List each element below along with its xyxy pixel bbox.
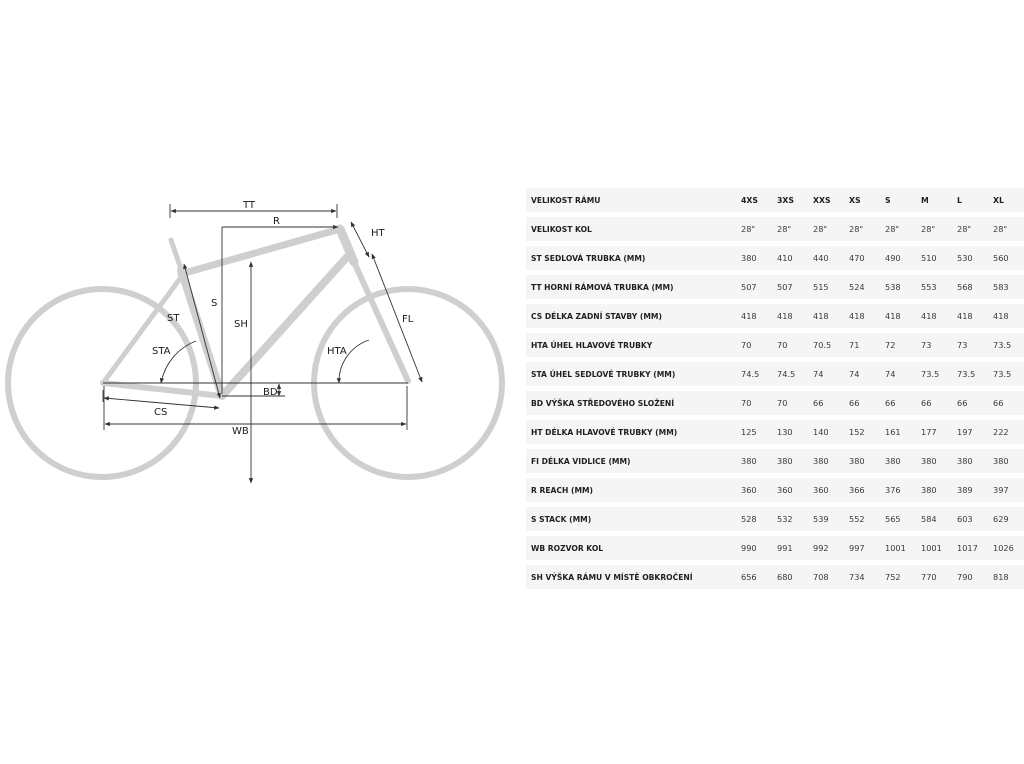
table-cell: 28" bbox=[880, 217, 916, 241]
table-cell: 734 bbox=[844, 565, 880, 589]
table-cell: 418 bbox=[952, 304, 988, 328]
table-cell: 410 bbox=[772, 246, 808, 270]
table-cell: 74.5 bbox=[772, 362, 808, 386]
size-header-xl: XL bbox=[988, 188, 1024, 212]
table-cell: 360 bbox=[808, 478, 844, 502]
table-cell: 380 bbox=[844, 449, 880, 473]
table-cell: 66 bbox=[880, 391, 916, 415]
table-cell: 656 bbox=[736, 565, 772, 589]
row-label: HTA ÚHEL HLAVOVÉ TRUBKY bbox=[526, 333, 736, 357]
seat-tube bbox=[181, 270, 222, 396]
table-cell: 380 bbox=[916, 478, 952, 502]
table-cell: 130 bbox=[772, 420, 808, 444]
table-cell: 510 bbox=[916, 246, 952, 270]
table-cell: 376 bbox=[880, 478, 916, 502]
table-row bbox=[526, 478, 1024, 502]
table-cell: 584 bbox=[916, 507, 952, 531]
table-cell: 418 bbox=[808, 304, 844, 328]
table-cell: 197 bbox=[952, 420, 988, 444]
table-cell: 380 bbox=[916, 449, 952, 473]
table-cell: 125 bbox=[736, 420, 772, 444]
table-cell: 1026 bbox=[988, 536, 1024, 560]
table-cell: 418 bbox=[736, 304, 772, 328]
table-cell: 1001 bbox=[880, 536, 916, 560]
table-row bbox=[526, 275, 1024, 299]
table-cell: 1001 bbox=[916, 536, 952, 560]
size-header-xs: XS bbox=[844, 188, 880, 212]
table-cell: 70 bbox=[772, 333, 808, 357]
table-cell: 360 bbox=[772, 478, 808, 502]
table-cell: 990 bbox=[736, 536, 772, 560]
table-cell: 380 bbox=[772, 449, 808, 473]
table-row bbox=[526, 565, 1024, 589]
table-cell: 70 bbox=[772, 391, 808, 415]
table-row bbox=[526, 246, 1024, 270]
table-cell: 380 bbox=[736, 246, 772, 270]
table-cell: 507 bbox=[772, 275, 808, 299]
table-cell: 418 bbox=[916, 304, 952, 328]
table-cell: 74.5 bbox=[736, 362, 772, 386]
label-cs: CS bbox=[154, 407, 168, 418]
table-cell: 74 bbox=[808, 362, 844, 386]
table-cell: 28" bbox=[736, 217, 772, 241]
row-label: SH VÝŠKA RÁMU V MÍSTĚ OBKROČENÍ bbox=[526, 565, 736, 589]
table-cell: 28" bbox=[844, 217, 880, 241]
label-r: R bbox=[273, 216, 280, 227]
table-cell: 28" bbox=[808, 217, 844, 241]
label-tt: TT bbox=[243, 200, 256, 211]
table-cell: 560 bbox=[988, 246, 1024, 270]
table-row bbox=[526, 362, 1024, 386]
row-label: CS DÉLKA ZADNÍ STAVBY (MM) bbox=[526, 304, 736, 328]
table-cell: 380 bbox=[952, 449, 988, 473]
table-row bbox=[526, 536, 1024, 560]
table-row bbox=[526, 333, 1024, 357]
table-row bbox=[526, 304, 1024, 328]
table-cell: 530 bbox=[952, 246, 988, 270]
table-cell: 72 bbox=[880, 333, 916, 357]
table-cell: 177 bbox=[916, 420, 952, 444]
table-cell: 389 bbox=[952, 478, 988, 502]
size-header-xxs: XXS bbox=[808, 188, 844, 212]
table-cell: 515 bbox=[808, 275, 844, 299]
row-label: FI DÉLKA VIDLICE (MM) bbox=[526, 449, 736, 473]
label-bd: BD bbox=[263, 387, 278, 398]
table-cell: 418 bbox=[844, 304, 880, 328]
table-cell: 470 bbox=[844, 246, 880, 270]
label-s: S bbox=[211, 298, 218, 309]
table-cell: 152 bbox=[844, 420, 880, 444]
size-header-3xs: 3XS bbox=[772, 188, 808, 212]
table-cell: 222 bbox=[988, 420, 1024, 444]
table-cell: 583 bbox=[988, 275, 1024, 299]
table-cell: 366 bbox=[844, 478, 880, 502]
label-ht: HT bbox=[371, 228, 385, 239]
row-label: WB ROZVOR KOL bbox=[526, 536, 736, 560]
table-cell: 790 bbox=[952, 565, 988, 589]
row-label: BD VÝŠKA STŘEDOVÉHO SLOŽENÍ bbox=[526, 391, 736, 415]
row-label: STA ÚHEL SEDLOVÉ TRUBKY (MM) bbox=[526, 362, 736, 386]
table-cell: 66 bbox=[916, 391, 952, 415]
table-row bbox=[526, 420, 1024, 444]
table-cell: 770 bbox=[916, 565, 952, 589]
row-label: ST SEDLOVÁ TRUBKA (MM) bbox=[526, 246, 736, 270]
table-cell: 70 bbox=[736, 391, 772, 415]
table-cell: 539 bbox=[808, 507, 844, 531]
table-cell: 490 bbox=[880, 246, 916, 270]
table-row bbox=[526, 507, 1024, 531]
st-dimension bbox=[184, 264, 220, 398]
row-label: S STACK (MM) bbox=[526, 507, 736, 531]
table-cell: 70 bbox=[736, 333, 772, 357]
table-cell: 708 bbox=[808, 565, 844, 589]
table-cell: 380 bbox=[736, 449, 772, 473]
label-hta: HTA bbox=[327, 346, 347, 357]
table-cell: 28" bbox=[772, 217, 808, 241]
table-cell: 532 bbox=[772, 507, 808, 531]
table-cell: 70.5 bbox=[808, 333, 844, 357]
table-cell: 418 bbox=[880, 304, 916, 328]
table-cell: 66 bbox=[952, 391, 988, 415]
table-cell: 380 bbox=[808, 449, 844, 473]
table-cell: 140 bbox=[808, 420, 844, 444]
top-tube bbox=[181, 229, 340, 274]
table-cell: 818 bbox=[988, 565, 1024, 589]
bike-frame bbox=[103, 229, 408, 396]
table-cell: 992 bbox=[808, 536, 844, 560]
table-cell: 397 bbox=[988, 478, 1024, 502]
table-cell: 1017 bbox=[952, 536, 988, 560]
size-header-l: L bbox=[952, 188, 988, 212]
table-cell: 418 bbox=[988, 304, 1024, 328]
table-row bbox=[526, 391, 1024, 415]
table-cell: 418 bbox=[772, 304, 808, 328]
table-cell: 28" bbox=[988, 217, 1024, 241]
table-cell: 28" bbox=[952, 217, 988, 241]
table-cell: 568 bbox=[952, 275, 988, 299]
table-cell: 440 bbox=[808, 246, 844, 270]
table-cell: 528 bbox=[736, 507, 772, 531]
table-cell: 74 bbox=[880, 362, 916, 386]
table-cell: 380 bbox=[880, 449, 916, 473]
table-cell: 73 bbox=[952, 333, 988, 357]
table-row bbox=[526, 449, 1024, 473]
table-cell: 552 bbox=[844, 507, 880, 531]
dimension-lines bbox=[103, 204, 422, 483]
table-cell: 66 bbox=[988, 391, 1024, 415]
table-cell: 680 bbox=[772, 565, 808, 589]
table-cell: 360 bbox=[736, 478, 772, 502]
label-sta: STA bbox=[152, 346, 171, 357]
table-header-row bbox=[526, 188, 1024, 212]
row-label: TT HORNÍ RÁMOVÁ TRUBKA (MM) bbox=[526, 275, 736, 299]
table-cell: 524 bbox=[844, 275, 880, 299]
table-cell: 28" bbox=[916, 217, 952, 241]
table-cell: 629 bbox=[988, 507, 1024, 531]
row-label: R REACH (MM) bbox=[526, 478, 736, 502]
label-st: ST bbox=[167, 313, 180, 324]
table-cell: 73.5 bbox=[916, 362, 952, 386]
geometry-table-body bbox=[526, 217, 1024, 589]
row-label: VELIKOST KOL bbox=[526, 217, 736, 241]
geometry-table bbox=[526, 183, 1024, 594]
size-header-4xs: 4XS bbox=[736, 188, 772, 212]
seatpost bbox=[171, 240, 182, 272]
table-cell: 997 bbox=[844, 536, 880, 560]
label-fl: FL bbox=[402, 314, 414, 325]
table-cell: 66 bbox=[808, 391, 844, 415]
table-cell: 603 bbox=[952, 507, 988, 531]
table-cell: 752 bbox=[880, 565, 916, 589]
table-cell: 553 bbox=[916, 275, 952, 299]
table-cell: 380 bbox=[988, 449, 1024, 473]
size-header-m: M bbox=[916, 188, 952, 212]
table-row bbox=[526, 217, 1024, 241]
table-cell: 538 bbox=[880, 275, 916, 299]
table-cell: 66 bbox=[844, 391, 880, 415]
label-wb: WB bbox=[232, 426, 249, 437]
row-label: HT DÉLKA HLAVOVÉ TRUBKY (MM) bbox=[526, 420, 736, 444]
chainstay bbox=[103, 383, 222, 396]
size-header-s: S bbox=[880, 188, 916, 212]
table-cell: 73 bbox=[916, 333, 952, 357]
table-cell: 73.5 bbox=[988, 362, 1024, 386]
table-cell: 71 bbox=[844, 333, 880, 357]
table-cell: 73.5 bbox=[988, 333, 1024, 357]
label-sh: SH bbox=[234, 319, 248, 330]
header-frame-size-label: VELIKOST RÁMU bbox=[526, 188, 736, 212]
fork bbox=[354, 262, 408, 381]
table-cell: 73.5 bbox=[952, 362, 988, 386]
table-cell: 565 bbox=[880, 507, 916, 531]
table-cell: 991 bbox=[772, 536, 808, 560]
table-cell: 161 bbox=[880, 420, 916, 444]
table-cell: 74 bbox=[844, 362, 880, 386]
table-cell: 507 bbox=[736, 275, 772, 299]
